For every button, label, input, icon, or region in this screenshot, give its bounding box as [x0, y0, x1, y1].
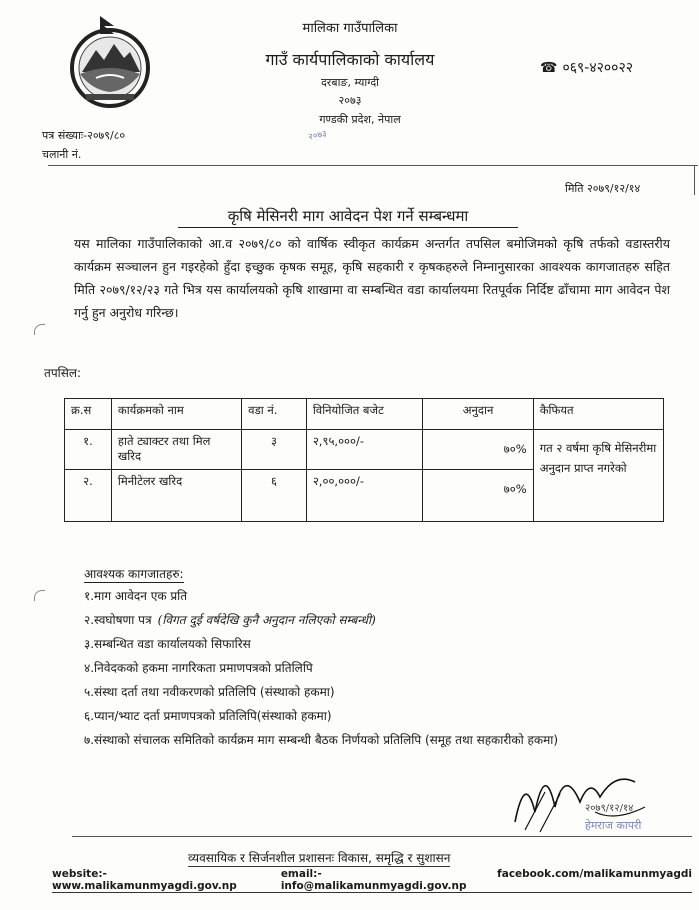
document-item-text: ४.निवेदकको हकमा नागरिकता प्रमाणपत्रको प्रतिलिपि [84, 661, 313, 675]
col-header-sn: क्र.स [65, 399, 112, 430]
document-item-text: २.स्वघोषणा पत्र [84, 613, 152, 627]
footer-contacts [52, 868, 692, 893]
dispatch-number: चलानी नं. [42, 148, 82, 161]
cell-program: हाते ट्याक्टर तथा मिल खरिद [111, 430, 241, 470]
list-item [84, 608, 684, 632]
cell-program: मिनीटेलर खरिद [111, 470, 241, 522]
program-table [64, 398, 664, 522]
list-item [84, 656, 684, 680]
table-header-row [65, 399, 664, 430]
documents-list [84, 584, 684, 752]
table-row [65, 430, 664, 470]
cell-grant: ७०% [423, 430, 533, 470]
facebook-link[interactable]: facebook.com/malikamunmyagdi [497, 868, 692, 893]
cell-sn: १. [65, 430, 112, 470]
header-divider [48, 165, 698, 166]
document-item-text: ३.सम्बन्धित वडा कार्यालयको सिफारिस [84, 637, 251, 651]
document-item-text: ५.संस्था दर्ता तथा नवीकरणको प्रतिलिपि (संस्थाको हकमा) [84, 685, 335, 699]
list-item [84, 680, 684, 704]
cell-sn: २. [65, 470, 112, 522]
col-header-remarks: कैफियत [533, 399, 663, 430]
col-header-ward: वडा नं. [242, 399, 307, 430]
letter-body: यस मालिका गाउँपालिकाको आ.व २०७९/८० को वार्षिक स्वीकृत कार्यक्रम अन्तर्गत तपसिल बमोजिमको कृषि तर्फको वडास्तरीय कार्यक्रम सञ्चालन हुन गइरहेको हुँदा इच्छुक कृषक समूह, कृषि सहकारी र कृषकहरुले निम्नानुसारका आवश्यक कागजातहरु सहित मिति २०७९/१२/२३ गते भित्र यस कार्यालयको कृषि शाखामा वा सम्बन्धित वडा कार्यालयमा रितपूर्वक निर्दिष्ट ढाँचामा माग आवेदन पेश गर्नु हुन अनुरोध गरिन्छ। [74, 236, 670, 320]
phone-number: ०६९-४२००२२ [562, 60, 634, 76]
handwritten-note: (विगत दुई वर्षदेखि कुनै अनुदान नलिएको सम्बन्धी) [157, 613, 376, 627]
footer-motto: व्यवसायिक र सिर्जनशील प्रशासनः विकास, समृद्धि र सुशासन [188, 851, 451, 865]
letter-subject: कृषि मेसिनरी माग आवेदन पेश गर्ने सम्बन्धमा [178, 206, 518, 228]
seal-stamp-text: २०७३ [307, 129, 328, 143]
cell-grant: ७०% [423, 470, 533, 522]
list-item [84, 632, 684, 656]
col-header-program: कार्यक्रमको नाम [111, 399, 241, 430]
reference-number: पत्र संख्याः-२०७९/८० [42, 129, 126, 142]
schedule-label: तपसिल: [44, 366, 82, 380]
document-item-text: १.माग आवेदन एक प्रति [84, 589, 188, 603]
list-item [84, 728, 684, 752]
list-item [84, 704, 684, 728]
signature-date: २०७९/१२/१४ [585, 803, 634, 814]
municipality-name: मालिका गाउँपालिका [302, 21, 398, 36]
document-item-text: ६.प्यान/भ्याट दर्ता प्रमाणपत्रको प्रतिलिपि(संस्थाको हकमा) [84, 709, 332, 723]
documents-heading: आवश्यक कागजातहरु: [84, 567, 184, 581]
cell-ward: ३ [242, 430, 307, 470]
footer-divider [72, 836, 692, 837]
cell-budget: २,९५,०००/- [306, 430, 423, 470]
nepal-emblem-logo [66, 14, 154, 112]
email-link[interactable]: email:-info@malikamunmyagdi.gov.np [281, 868, 497, 893]
list-item [84, 584, 684, 608]
cell-ward: ६ [242, 470, 307, 522]
official-stamp: हेमराज कापरी [585, 819, 642, 832]
punch-mark [34, 324, 45, 335]
phone-contact [540, 58, 633, 77]
phone-icon: ☎ [540, 59, 558, 76]
letter-date: मिति २०७९/१२/१४ [565, 182, 641, 195]
punch-mark [34, 590, 45, 601]
office-location: दरबाङ, म्याग्दी [320, 76, 380, 89]
website-link[interactable]: website:-www.malikamunmyagdi.gov.np [52, 868, 281, 893]
established-year: २०७३ [338, 94, 362, 107]
header-divider-edge [694, 165, 695, 195]
office-name: गाउँ कार्यपालिकाको कार्यालय [265, 50, 435, 69]
document-item-text: ७.संस्थाको संचालक समितिको कार्यक्रम माग सम्बन्धी बैठक निर्णयको प्रतिलिपि (समूह तथा सहकारीको हकमा) [84, 733, 559, 747]
cell-budget: २,००,०००/- [306, 470, 423, 522]
col-header-grant: अनुदान [423, 399, 533, 430]
office-province: गण्डकी प्रदेश, नेपाल [319, 113, 401, 126]
cell-remarks: गत २ वर्षमा कृषि मेसिनरीमा अनुदान प्राप्त नगरेको [533, 430, 663, 522]
col-header-budget: विनियोजित बजेट [306, 399, 423, 430]
